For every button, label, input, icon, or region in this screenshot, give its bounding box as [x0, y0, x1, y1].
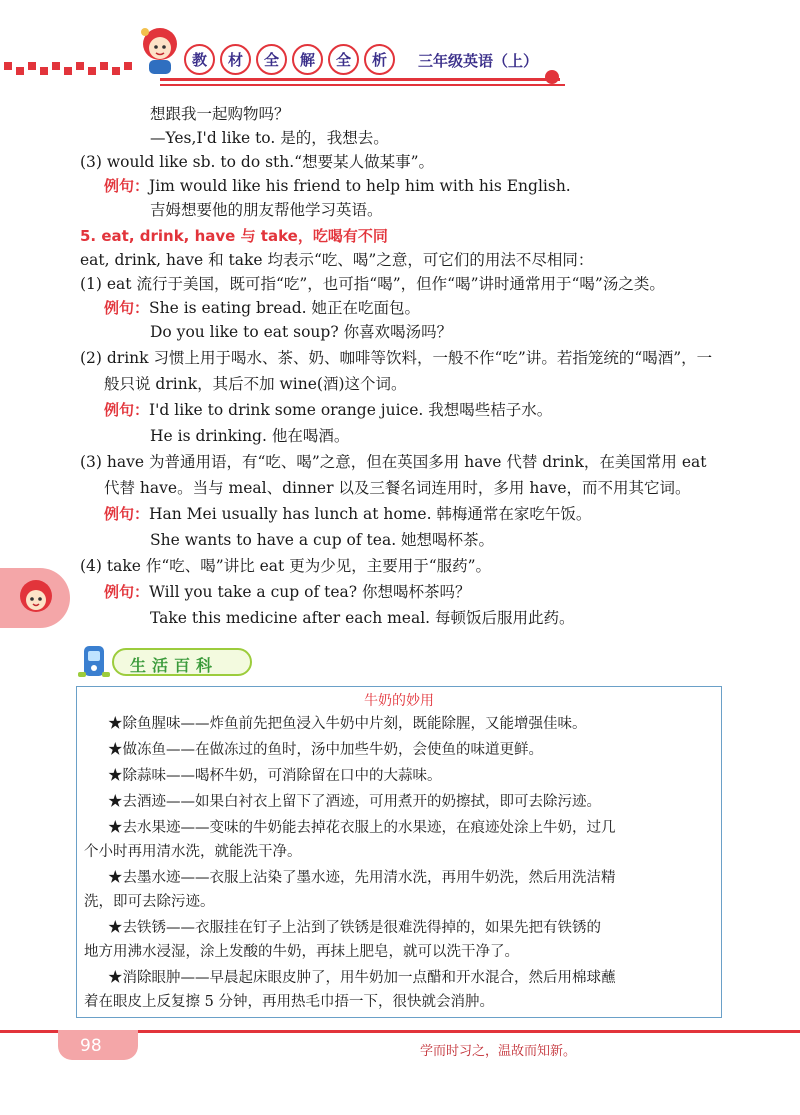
header-badge: 全 — [256, 44, 287, 75]
text-line: 代替 have。当与 meal、dinner 以及三餐名词连用时，多用 have，而不用其它词。 — [104, 479, 691, 497]
text-line: Do you like to eat soup? 你喜欢喝汤吗？ — [150, 323, 453, 341]
example-label: 例句： — [104, 299, 150, 317]
example-row — [104, 582, 471, 602]
example-row — [104, 298, 420, 318]
example-text: I'd like to drink some orange juice. 我想喝些桔子水。 — [149, 401, 553, 419]
text-line: 吉姆想要他的朋友帮他学习英语。 — [150, 201, 383, 219]
text-line: She wants to have a cup of tea. 她想喝杯茶。 — [150, 531, 495, 549]
header-badge: 全 — [328, 44, 359, 75]
text-line: —Yes,I'd like to. 是的，我想去。 — [150, 129, 389, 147]
example-label: 例句： — [104, 177, 150, 195]
example-row — [104, 504, 591, 524]
example-text: Han Mei usually has lunch at home. 韩梅通常在家吃午饭。 — [149, 505, 592, 523]
text-line: eat, drink, have 和 take 均表示“吃、喝”之意，可它们的用法不尽相同： — [80, 251, 594, 269]
tip-line: ★去酒迹——如果白衬衣上留下了酒迹，可用煮开的奶擦拭，即可去除污迹。 — [108, 794, 601, 810]
life-section-header — [72, 640, 262, 680]
example-row — [104, 400, 552, 420]
example-label: 例句： — [104, 401, 150, 419]
side-tab — [0, 568, 70, 628]
header-badge: 解 — [292, 44, 323, 75]
tip-line: 地方用沸水浸湿，涂上发酸的牛奶，再抹上肥皂，就可以洗干净了。 — [84, 944, 519, 960]
tip-line: ★消除眼肿——早晨起床眼皮肿了，用牛奶加一点醋和开水混合，然后用棉球蘸 — [108, 970, 616, 986]
text-line: (2) drink 习惯上用于喝水、茶、奶、咖啡等饮料，一般不作“吃”讲。若指笼统的“喝酒”，一 — [80, 349, 713, 367]
example-label: 例句： — [104, 583, 150, 601]
tip-line: 着在眼皮上反复擦 5 分钟，再用热毛巾捂一下，很快就会消肿。 — [84, 994, 494, 1010]
page-number: 98 — [80, 1036, 102, 1056]
text-line: He is drinking. 他在喝酒。 — [150, 427, 350, 445]
text-line: 想跟我一起购物吗？ — [150, 105, 290, 123]
text-line: 般只说 drink，其后不加 wine(酒)这个词。 — [104, 375, 407, 393]
subject-title: 三年级英语（上） — [418, 52, 539, 70]
header-badge: 教 — [184, 44, 215, 75]
header-badge: 材 — [220, 44, 251, 75]
life-section-title: 生活百科 — [130, 656, 219, 675]
text-line: Take this medicine after each meal. 每顿饭后服用此药。 — [150, 609, 575, 627]
text-line: (3) have 为普通用语，有“吃、喝”之意，但在英国多用 have 代替 drink，在美国常用 eat — [80, 453, 707, 471]
mascot-icon — [14, 576, 58, 620]
tip-line: 洗，即可去除污迹。 — [84, 894, 215, 910]
tip-line: ★去水果迹——变味的牛奶能去掉花衣服上的水果迹，在痕迹处涂上牛奶，过几 — [108, 820, 616, 836]
text-line: (1) eat 流行于美国，既可指“吃”，也可指“喝”，但作“喝”讲时通常用于“喝”汤之类。 — [80, 275, 665, 293]
header-rule — [160, 84, 565, 86]
footer-motto: 学而时习之，温故而知新。 — [420, 1044, 577, 1059]
text-line: (4) take 作“吃、喝”讲比 eat 更为少见，主要用于“服药”。 — [80, 557, 492, 575]
header-badge: 析 — [364, 44, 395, 75]
text-line: (3) would like sb. to do sth.“想要某人做某事”。 — [80, 153, 435, 171]
header-end-dot — [545, 70, 559, 84]
example-row — [104, 176, 571, 196]
tip-line: ★做冻鱼——在做冻过的鱼时，汤中加些牛奶，会使鱼的味道更鲜。 — [108, 742, 543, 758]
example-text: She is eating bread. 她正在吃面包。 — [149, 299, 421, 317]
example-text: Will you take a cup of tea? 你想喝杯茶吗？ — [149, 583, 471, 601]
mascot-icon — [135, 22, 185, 80]
tip-line: 个小时再用清水洗，就能洗干净。 — [84, 844, 302, 860]
tip-line: ★除鱼腥味——炸鱼前先把鱼浸入牛奶中片刻，既能除腥，又能增强佳味。 — [108, 716, 587, 732]
phone-mascot-icon — [74, 642, 114, 682]
header-rule — [160, 78, 560, 81]
example-text: Jim would like his friend to help him with his English. — [149, 177, 571, 195]
example-label: 例句： — [104, 505, 150, 523]
tips-box-title: 牛奶的妙用 — [364, 693, 434, 709]
tip-line: ★去墨水迹——衣服上沾染了墨水迹，先用清水洗，再用牛奶洗，然后用洗洁精 — [108, 870, 616, 886]
section-heading: 5. eat, drink, have 与 take，吃喝有不同 — [80, 227, 388, 245]
tip-line: ★去铁锈——衣服挂在钉子上沾到了铁锈是很难洗得掉的，如果先把有铁锈的 — [108, 920, 601, 936]
page-header — [0, 0, 800, 95]
tip-line: ★除蒜味——喝杯牛奶，可消除留在口中的大蒜味。 — [108, 768, 442, 784]
